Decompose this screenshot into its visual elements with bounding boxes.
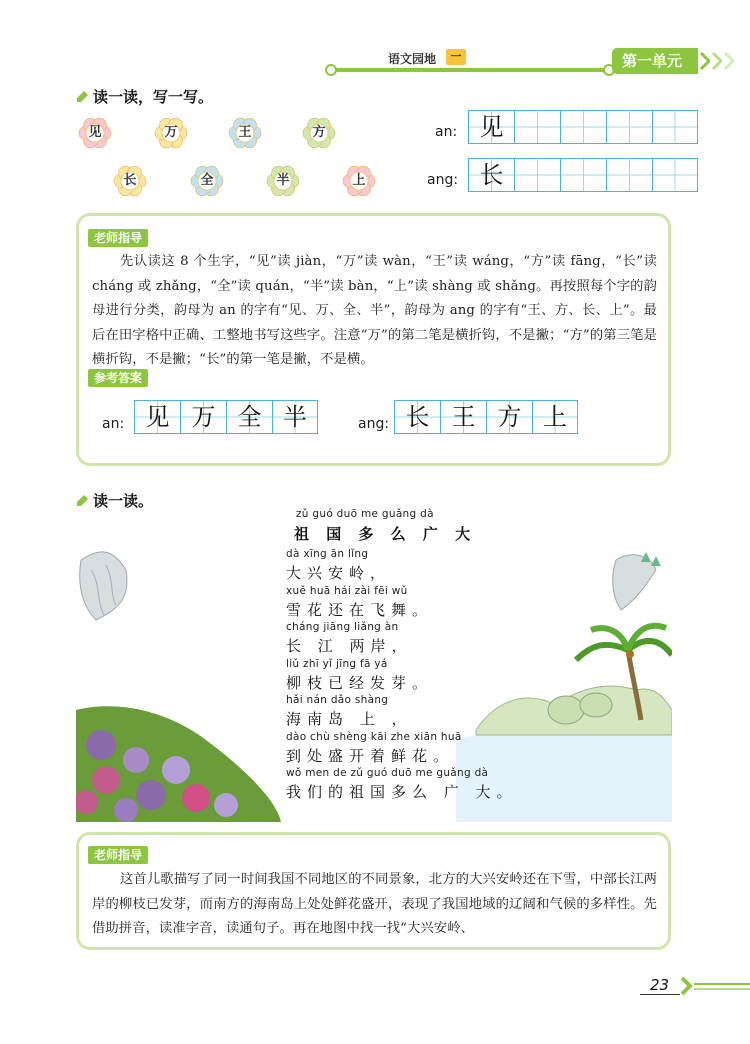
flower-char-上 bbox=[342, 164, 376, 198]
flower-char-text: 长 bbox=[123, 173, 137, 188]
page-number-underline bbox=[640, 994, 680, 995]
poem-line-pinyin: cháng jiāng liǎng àn bbox=[286, 621, 399, 633]
answer-ang-row bbox=[394, 400, 578, 434]
chevron-right-icon bbox=[712, 52, 722, 70]
pencil-icon bbox=[76, 90, 89, 103]
chevron-right-icon bbox=[700, 52, 710, 70]
poem-line-text: 海南岛 上 ， bbox=[286, 710, 413, 728]
flower-bush bbox=[76, 706, 281, 822]
poem-title: 祖 国 多 么 广 大 bbox=[294, 525, 477, 543]
exercise-2-title: 读一读。 bbox=[93, 492, 154, 510]
exercise-1-title: 读一读，写一写。 bbox=[93, 88, 214, 106]
flower-char-text: 上 bbox=[352, 173, 366, 188]
page-number: 23 bbox=[650, 976, 670, 994]
poem-line-text: 雪花还在飞舞。 bbox=[286, 600, 434, 619]
grid-cell bbox=[560, 110, 606, 144]
header-line bbox=[330, 68, 610, 72]
sea bbox=[456, 725, 672, 822]
grid-cell: 见 bbox=[468, 110, 514, 144]
answer-an-row bbox=[134, 400, 318, 434]
poem-line-text: 到处盛开着鲜花。 bbox=[286, 746, 455, 765]
poem-line-pinyin: wǒ men de zǔ guó duō me guǎng dà bbox=[286, 767, 489, 779]
flower-char-text: 见 bbox=[88, 125, 102, 140]
chevron-right-icon bbox=[724, 52, 734, 70]
snow-mountain-right bbox=[613, 552, 661, 610]
snow-mountain-left bbox=[80, 552, 127, 620]
grid-cell: 上 bbox=[532, 400, 578, 434]
poem-line-text: 大兴安岭， bbox=[286, 564, 392, 582]
answer-an-label: an: bbox=[102, 416, 125, 432]
flower-char-全 bbox=[190, 164, 224, 198]
grid-cell bbox=[514, 158, 560, 192]
island bbox=[476, 686, 672, 735]
grid-cell: 王 bbox=[440, 400, 486, 434]
grid-cell: 见 bbox=[134, 400, 180, 434]
pencil-icon bbox=[76, 494, 89, 507]
flower-char-王 bbox=[228, 116, 262, 150]
flower-char-见 bbox=[78, 116, 112, 150]
poem-line-text: 柳枝已经发芽。 bbox=[286, 673, 434, 692]
grid-cell bbox=[514, 110, 560, 144]
grid-ang-label: ang: bbox=[427, 172, 459, 188]
poem-line-pinyin: dào chù shèng kāi zhe xiān huā bbox=[286, 730, 462, 743]
grid-cell bbox=[606, 158, 652, 192]
poem-line-pinyin: dà xīng ān lǐng bbox=[286, 548, 369, 560]
exercise-2-heading bbox=[76, 490, 153, 511]
poem-line-pinyin: hǎi nán dǎo shàng bbox=[286, 694, 389, 706]
flower-char-长 bbox=[113, 164, 147, 198]
flower-char-万 bbox=[154, 116, 188, 150]
poem-line-pinyin: liǔ zhī yǐ jīng fā yá bbox=[286, 657, 388, 670]
poem-line-pinyin: xuě huā hái zài fēi wǔ bbox=[286, 584, 408, 597]
grid-an-label: an: bbox=[435, 124, 458, 140]
section-number-badge: 一 bbox=[446, 49, 466, 65]
grid-cell: 万 bbox=[180, 400, 226, 434]
footer-arrows bbox=[680, 976, 750, 996]
flower-char-text: 全 bbox=[200, 173, 214, 188]
grid-cell bbox=[560, 158, 606, 192]
grid-cell bbox=[652, 158, 698, 192]
unit-tab: 第一单元 bbox=[612, 48, 698, 74]
teacher-guide-tag: 老师指导 bbox=[88, 229, 148, 247]
header-dot-left bbox=[325, 64, 337, 76]
answer-ang-label: ang: bbox=[358, 416, 390, 432]
flower-char-text: 半 bbox=[276, 173, 290, 188]
grid-cell: 长 bbox=[468, 158, 514, 192]
grid-cell: 长 bbox=[394, 400, 440, 434]
grid-cell: 方 bbox=[486, 400, 532, 434]
flower-char-方 bbox=[302, 116, 336, 150]
grid-cell: 全 bbox=[226, 400, 272, 434]
flower-char-text: 万 bbox=[164, 125, 178, 140]
grid-cell bbox=[652, 110, 698, 144]
flower-char-半 bbox=[266, 164, 300, 198]
teacher-guide-text-2: 这首儿歌描写了同一时间我国不同地区的不同景象，北方的大兴安岭还在下雪，中部长江两岸的柳枝已发芽，而南方的海南岛上处处鲜花盛开，表现了我国地域的辽阔和气候的多样性。先借助拼音，读准字音，读通句子。再在地图中找一找“大兴安岭、 bbox=[92, 872, 657, 936]
flower-char-text: 王 bbox=[238, 125, 252, 140]
teacher-guide-tag-2: 老师指导 bbox=[88, 846, 148, 864]
poem-title-pinyin: zǔ guó duō me guǎng dà bbox=[296, 508, 434, 520]
teacher-guide-text: 先认读这 8 个生字，“见”读 jiàn，“万”读 wàn，“王”读 wáng，“方”读 fāng，“长”读 cháng 或 zhǎng，“全”读 quán，“半”读 bàn，“上”读 shàng 或 shǎng。再按照每个字的韵母进行分类，韵母为 an 的字有“见、万、全、半”，韵母为 ang 的字有“王、方、长、上”。最后在田字格中正确、工整地书写这些字。注意“万”的第二笔是横折钩，不是撇；“方”的第三笔是横折钩，不是撇；“长”的第一笔是撇，不是横。 bbox=[92, 254, 657, 367]
grid-cell bbox=[606, 110, 652, 144]
exercise-1-heading bbox=[76, 86, 213, 107]
section-title: 语文园地 bbox=[388, 52, 437, 66]
flower-char-text: 方 bbox=[312, 125, 326, 140]
poem-line-text: 我们的祖国多么 广 大。 bbox=[286, 783, 518, 801]
grid-an-row bbox=[468, 110, 698, 144]
grid-ang-row bbox=[468, 158, 698, 192]
poem-line-text: 长 江 两岸， bbox=[286, 637, 413, 655]
answer-tag: 参考答案 bbox=[88, 369, 148, 387]
grid-cell: 半 bbox=[272, 400, 318, 434]
